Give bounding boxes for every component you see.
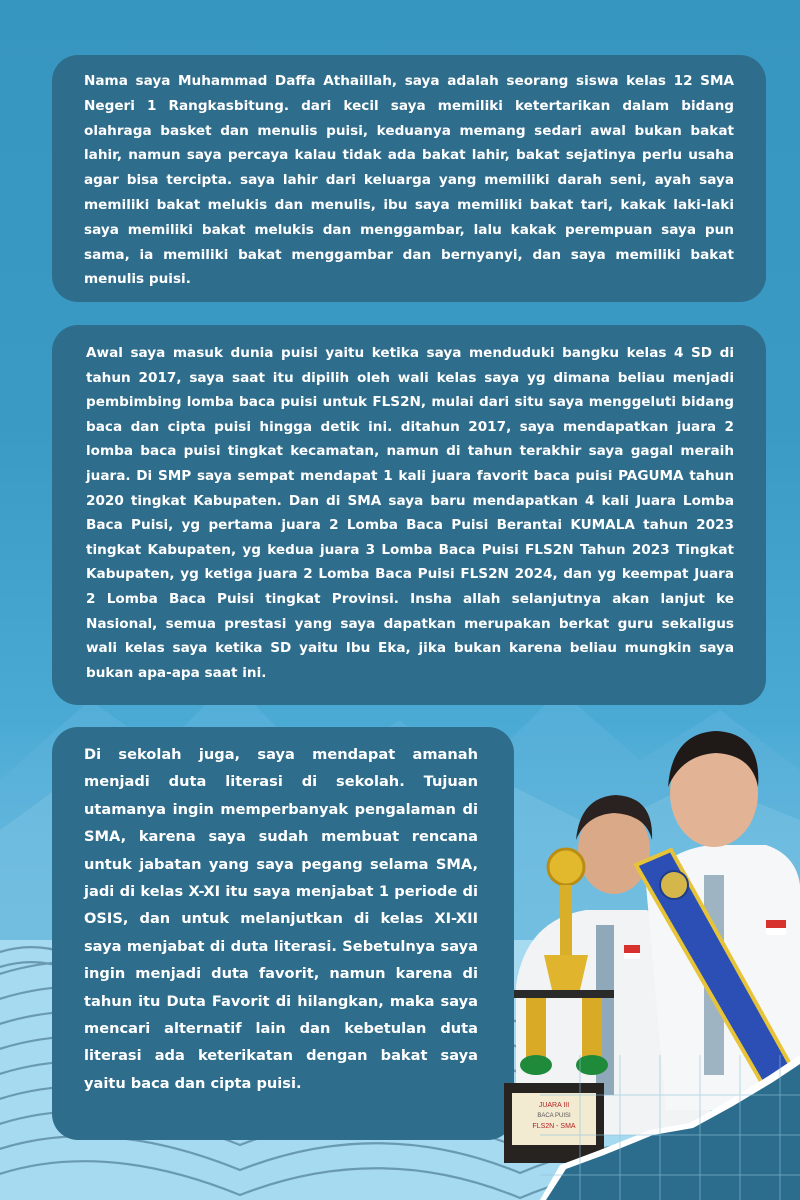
poetry-journey-card <box>52 325 766 705</box>
svg-text:JUARA III: JUARA III <box>538 1102 570 1109</box>
torn-grid-paper-decoration <box>540 1055 800 1200</box>
literacy-ambassador-card <box>52 727 514 1140</box>
literacy-ambassador-paragraph: Di sekolah juga, saya mendapat amanah menjadi duta literasi di sekolah. Tujuan utamanya ingin memperbanyak pengalaman di SMA, karena saya sudah membuat rencana untuk jabatan yang saya pegang selama SMA, jadi di kelas X-XI itu saya menjabat 1 periode di OSIS, dan untuk melanjutkan di kelas XI-XII saya menjabat di duta literasi. Sebetulnya saya ingin menjadi duta favorit, namun karena di tahun itu Duta Favorit di hilangkan, maka saya mencari alternatif lain dan kebetulan duta literasi ada keterikatan dengan bakat saya yaitu baca dan cipta puisi. <box>84 746 478 1092</box>
poetry-journey-paragraph: Awal saya masuk dunia puisi yaitu ketika saya menduduki bangku kelas 4 SD di tahun 2017, saya saat itu dipilih oleh wali kelas saya yg dimana beliau menjadi pembimbing lomba baca puisi untuk FLS2N, mulai dari situ saya menggeluti bidang baca dan cipta puisi hingga detik ini. ditahun 2017, saya mendapatkan juara 2 lomba baca puisi tingkat kecamatan, namun di tahun terakhir saya gagal meraih juara. Di SMP saya sempat mendapat 1 kali juara favorit baca puisi PAGUMA tahun 2020 tingkat Kabupaten. Dan di SMA saya baru mendapatkan 4 kali Juara Lomba Baca Puisi, yg pertama juara 2 Lomba Baca Puisi Berantai KUMALA tahun 2023 tingkat Kabupaten, yg kedua juara 3 Lomba Baca Puisi FLS2N Tahun 2023 Tingkat Kabupaten, yg ketiga juara 2 Lomba Baca Puisi FLS2N 2024, dan yg keempat Juara 2 Lomba Baca Puisi tingkat Provinsi. Insha allah selanjutnya akan lanjut ke Nasional, semua prestasi yang saya dapatkan merupakan berkat guru sekaligus wali kelas saya ketika SD yaitu Ibu Eka, jika bukan karena beliau mungkin saya bukan apa-apa saat ini. <box>86 345 734 681</box>
intro-card <box>52 55 766 302</box>
svg-text:FLS2N - SMA: FLS2N - SMA <box>532 1123 576 1130</box>
svg-text:BACA PUISI: BACA PUISI <box>537 1113 571 1119</box>
intro-paragraph: Nama saya Muhammad Daffa Athaillah, saya adalah seorang siswa kelas 12 SMA Negeri 1 Rangkasbitung. dari kecil saya memiliki ketertarikan dalam bidang olahraga basket dan menulis puisi, keduanya memang sedari awal bukan bakat lahir, namun saya percaya kalau tidak ada bakat lahir, bakat sejatinya perlu usaha agar bisa tercipta. saya lahir dari keluarga yang memiliki darah seni, ayah saya memiliki bakat melukis dan menulis, ibu saya memiliki bakat tari, kakak laki-laki saya memiliki bakat melukis dan menggambar, lalu kakak perempuan saya pun sama, ia memiliki bakat menggambar dan bernyanyi, dan saya memiliki bakat menulis puisi. <box>84 73 734 288</box>
